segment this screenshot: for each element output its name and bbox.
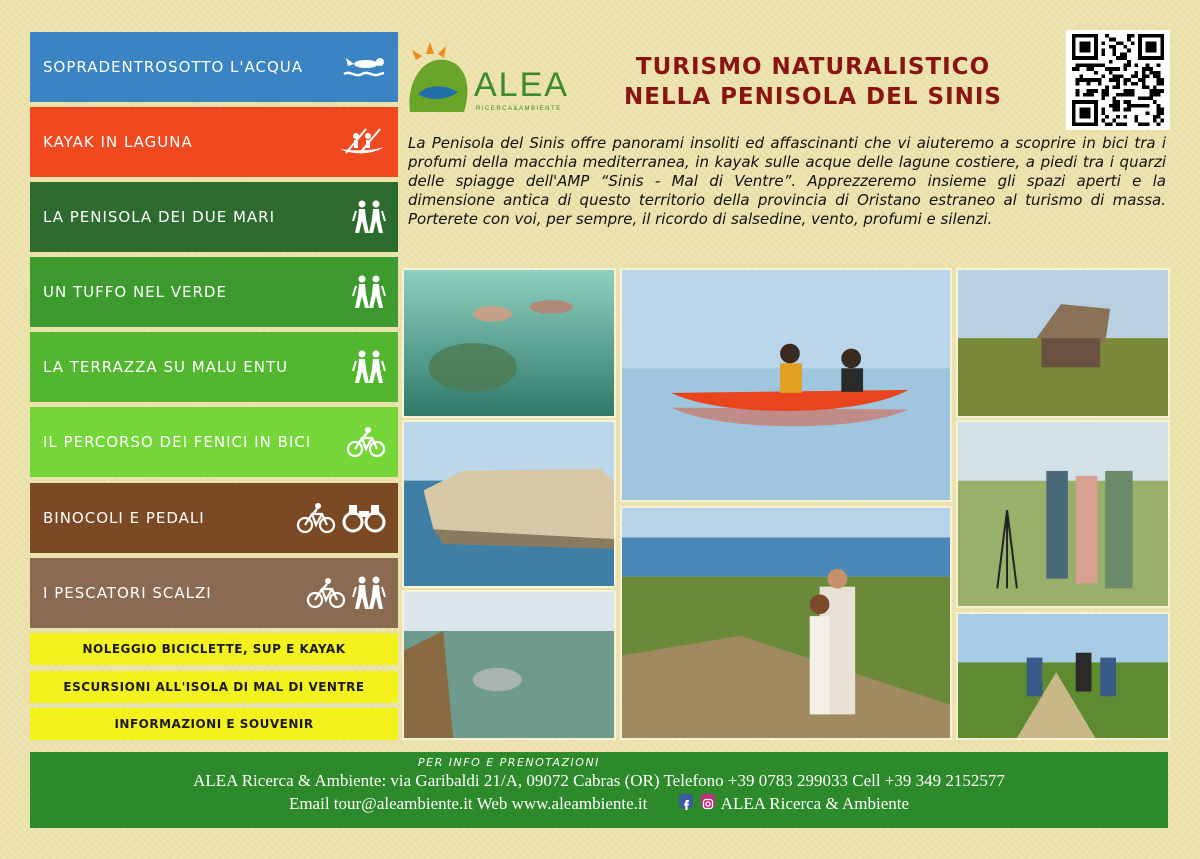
menu-item-label: IL PERCORSO DEI FENICI IN BICI	[43, 433, 312, 451]
bicycle-icon	[346, 426, 386, 458]
photo-hut	[956, 268, 1170, 418]
page-title	[598, 52, 1028, 112]
menu-item-7[interactable]	[30, 483, 398, 553]
menu-item-1[interactable]	[30, 32, 398, 102]
menu-item-icons	[346, 426, 386, 458]
footer-heading: PER INFO E PRENOTAZIONI	[418, 756, 600, 769]
sun-icon	[412, 42, 446, 60]
menu-item-label: SOPRADENTROSOTTO L'ACQUA	[43, 58, 304, 76]
photo-kayak	[620, 268, 952, 502]
menu-item-label: LA PENISOLA DEI DUE MARI	[43, 208, 276, 226]
social-handle[interactable]: ALEA Ricerca & Ambiente	[720, 794, 910, 813]
menu-item-label: I PESCATORI SCALZI	[43, 584, 212, 602]
menu-item-2[interactable]	[30, 107, 398, 177]
menu-item-icons	[352, 349, 386, 385]
service-item-excursions: ESCURSIONI ALL'ISOLA DI MAL DI VENTRE	[30, 671, 398, 703]
menu-item-6[interactable]	[30, 407, 398, 477]
menu-item-icons	[352, 274, 386, 310]
service-item-info: INFORMAZIONI E SOUVENIR	[30, 708, 398, 740]
menu-item-icons	[296, 502, 386, 534]
intro-text: La Penisola del Sinis offre panorami insoliti ed affascinanti che vi aiuteremo a scoprire in bici tra i profumi della macchia mediterranea, in kayak sulle acque delle lagune costiere, a piedi tra i quarzi delle spiagge dell'AMP “Sinis - Mal di Ventre”. Apprezzeremo insieme gli spazi aperti e la dimensione antica di questo territorio della provincia di Oristano estraneo al turismo di massa. Porterete con voi, per sempre, il ricordo di salsedine, vento, profumi e silenzi.	[408, 134, 1166, 228]
title-line-1: TURISMO NATURALISTICO	[635, 54, 991, 80]
svg-text:RICERCA&AMBIENTE: RICERCA&AMBIENTE	[476, 106, 562, 112]
contact-footer	[30, 752, 1168, 828]
service-item-rental: NOLEGGIO BICICLETTE, SUP E KAYAK	[30, 633, 398, 665]
hikers-icon	[352, 349, 386, 385]
hikers-icon	[352, 274, 386, 310]
svg-text:ALEA: ALEA	[474, 66, 569, 104]
photo-lagoon-boat	[402, 590, 616, 740]
menu-item-5[interactable]	[30, 332, 398, 402]
footer-address: ALEA Ricerca & Ambiente: via Garibaldi 21/A, 09072 Cabras (OR) Telefono +39 0783 299033 Cell +39 349 2152577	[193, 771, 1005, 790]
menu-item-icons	[338, 127, 386, 157]
menu-item-label: LA TERRAZZA SU MALU ENTU	[43, 358, 289, 376]
menu-item-8[interactable]	[30, 558, 398, 628]
hikers-icon	[352, 575, 386, 611]
photo-cyclists	[956, 612, 1170, 740]
menu-item-label: UN TUFFO NEL VERDE	[43, 283, 227, 301]
menu-item-label: BINOCOLI E PEDALI	[43, 509, 205, 527]
qr-code[interactable]	[1066, 30, 1170, 130]
menu-item-3[interactable]	[30, 182, 398, 252]
bicycle-icon	[296, 502, 336, 534]
menu-item-icons	[306, 575, 386, 611]
photo-birdwatching	[956, 420, 1170, 608]
instagram-icon[interactable]	[701, 794, 715, 808]
photo-cliffs	[402, 420, 616, 588]
title-line-2: NELLA PENISOLA DEL SINIS	[624, 84, 1002, 110]
diver-icon	[342, 52, 386, 82]
menu-item-label: KAYAK IN LAGUNA	[43, 133, 193, 151]
photo-couple-tower	[620, 506, 952, 740]
kayak-icon	[338, 127, 386, 157]
photo-snorkeling	[402, 268, 616, 418]
menu-item-icons	[352, 199, 386, 235]
facebook-icon[interactable]	[679, 794, 693, 808]
email-web-text[interactable]: Email tour@aleambiente.it Web www.aleambiente.it	[288, 794, 648, 813]
footer-email-web	[30, 792, 1168, 815]
alea-logo	[404, 40, 588, 118]
bicycle-icon	[306, 577, 346, 609]
binoculars-icon	[342, 503, 386, 533]
menu-item-4[interactable]	[30, 257, 398, 327]
hikers-icon	[352, 199, 386, 235]
menu-item-icons	[342, 52, 386, 82]
